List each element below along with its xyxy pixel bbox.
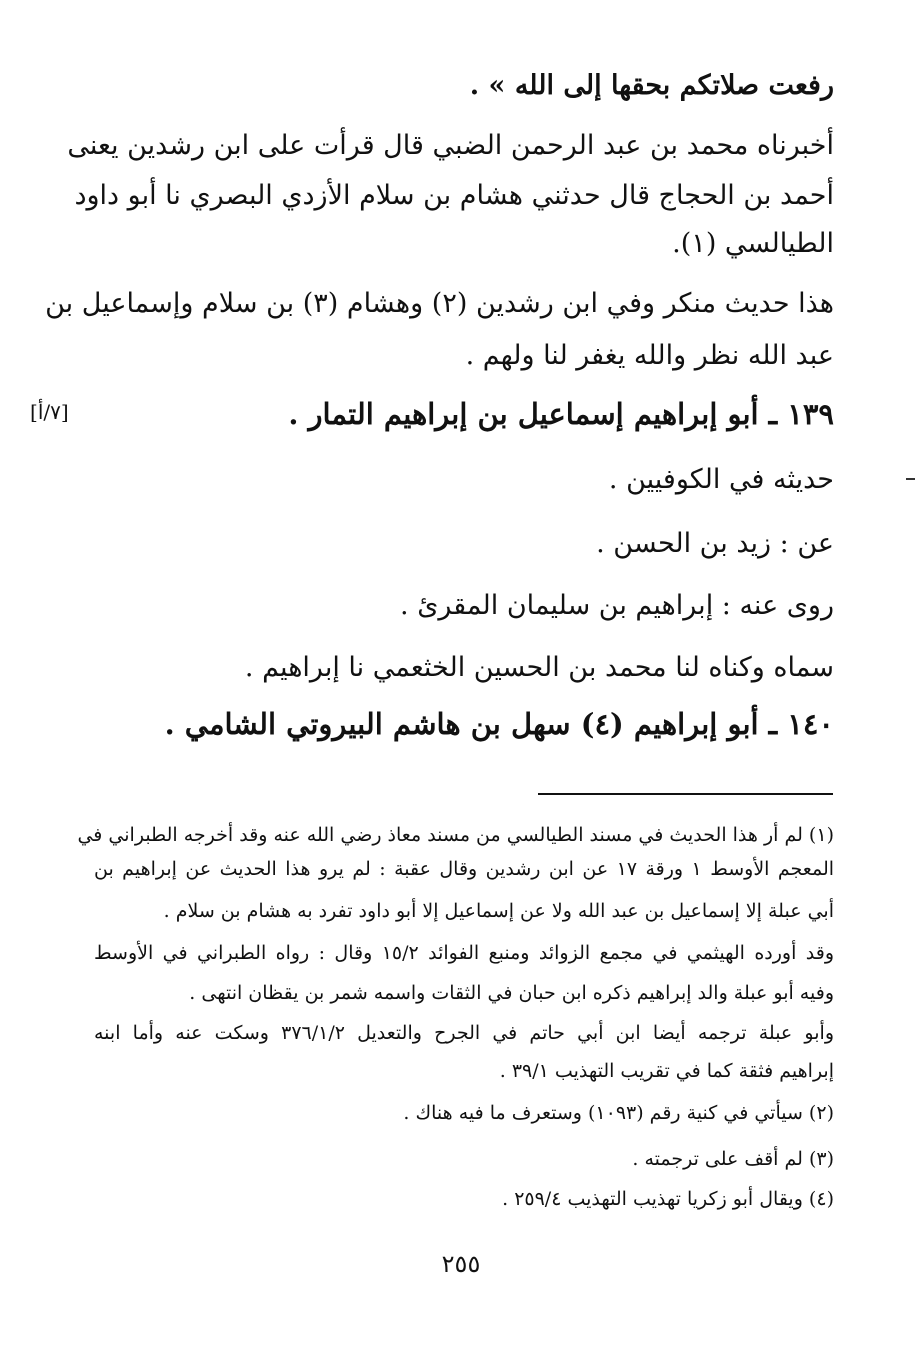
footnote-4: (٤) ويقال أبو زكريا تهذيب التهذيب ٢٥٩/٤ . — [502, 1188, 834, 1210]
text-line: أحمد بن الحجاج قال حدثني هشام بن سلام الأزدي البصري نا أبو داود — [74, 180, 834, 211]
text-line: الطيالسي (١). — [672, 228, 834, 259]
page-number: ٢٥٥ — [441, 1250, 481, 1278]
text-line: أخبرناه محمد بن عبد الرحمن الضبي قال قرأت على ابن رشدين يعنى — [67, 130, 834, 161]
footnote-line: وأبو عبلة ترجمه أيضا ابن أبي حاتم في الجرح والتعديل ٣٧٦/١/٢ وسكت عنه وأما ابنه — [94, 1022, 834, 1044]
margin-folio-reference: [٧/أ] — [30, 400, 69, 424]
text-line: عبد الله نظر والله يغفر لنا ولهم . — [465, 340, 834, 371]
footnote-2: (٢) سيأتي في كنية رقم (١٠٩٣) وستعرف ما فيه هناك . — [403, 1102, 834, 1124]
entry-heading-139: ١٣٩ ـ أبو إبراهيم إسماعيل بن إبراهيم التمار . — [288, 397, 834, 431]
footnote-line: إبراهيم فثقة كما في تقريب التهذيب ٣٩/١ . — [499, 1060, 834, 1082]
footnote-line: (١) لم أر هذا الحديث في مسند الطيالسي من مسند معاذ رضي الله عنه وقد أخرجه الطبراني في — [77, 824, 834, 846]
footnote-line: المعجم الأوسط ١ ورقة ١٧ عن ابن رشدين وقال عقبة : لم يرو هذا الحديث عن إبراهيم بن — [94, 858, 835, 880]
text-line: هذا حديث منكر وفي ابن رشدين (٢) وهشام (٣) بن سلام وإسماعيل بن — [45, 288, 834, 319]
footnote-line: وفيه أبو عبلة والد إبراهيم ذكره ابن حبان في الثقات واسمه شمر بن يقظان انتهى . — [189, 982, 834, 1004]
footnote-3: (٣) لم أقف على ترجمته . — [632, 1148, 834, 1170]
footnote-separator — [538, 793, 833, 795]
entry-line: روى عنه : إبراهيم بن سليمان المقرئ . — [400, 590, 834, 621]
entry-line: عن : زيد بن الحسن . — [596, 528, 834, 559]
footnote-line: أبي عبلة إلا إسماعيل بن عبد الله ولا عن إسماعيل إلا أبو داود تفرد به هشام بن سلام . — [163, 900, 834, 922]
entry-heading-140: ١٤٠ ـ أبو إبراهيم (٤) سهل بن هاشم البيروتي الشامي . — [164, 707, 834, 741]
edge-mark — [906, 478, 915, 480]
entry-line: سماه وكناه لنا محمد بن الحسين الخثعمي نا إبراهيم . — [244, 652, 834, 683]
text-line: رفعت صلاتكم بحقها إلى الله » . — [469, 70, 834, 101]
entry-line: حديثه في الكوفيين . — [608, 464, 834, 495]
footnote-line: وقد أورده الهيثمي في مجمع الزوائد ومنبع الفوائد ١٥/٢ وقال : رواه الطبراني في الأوسط — [94, 942, 834, 964]
